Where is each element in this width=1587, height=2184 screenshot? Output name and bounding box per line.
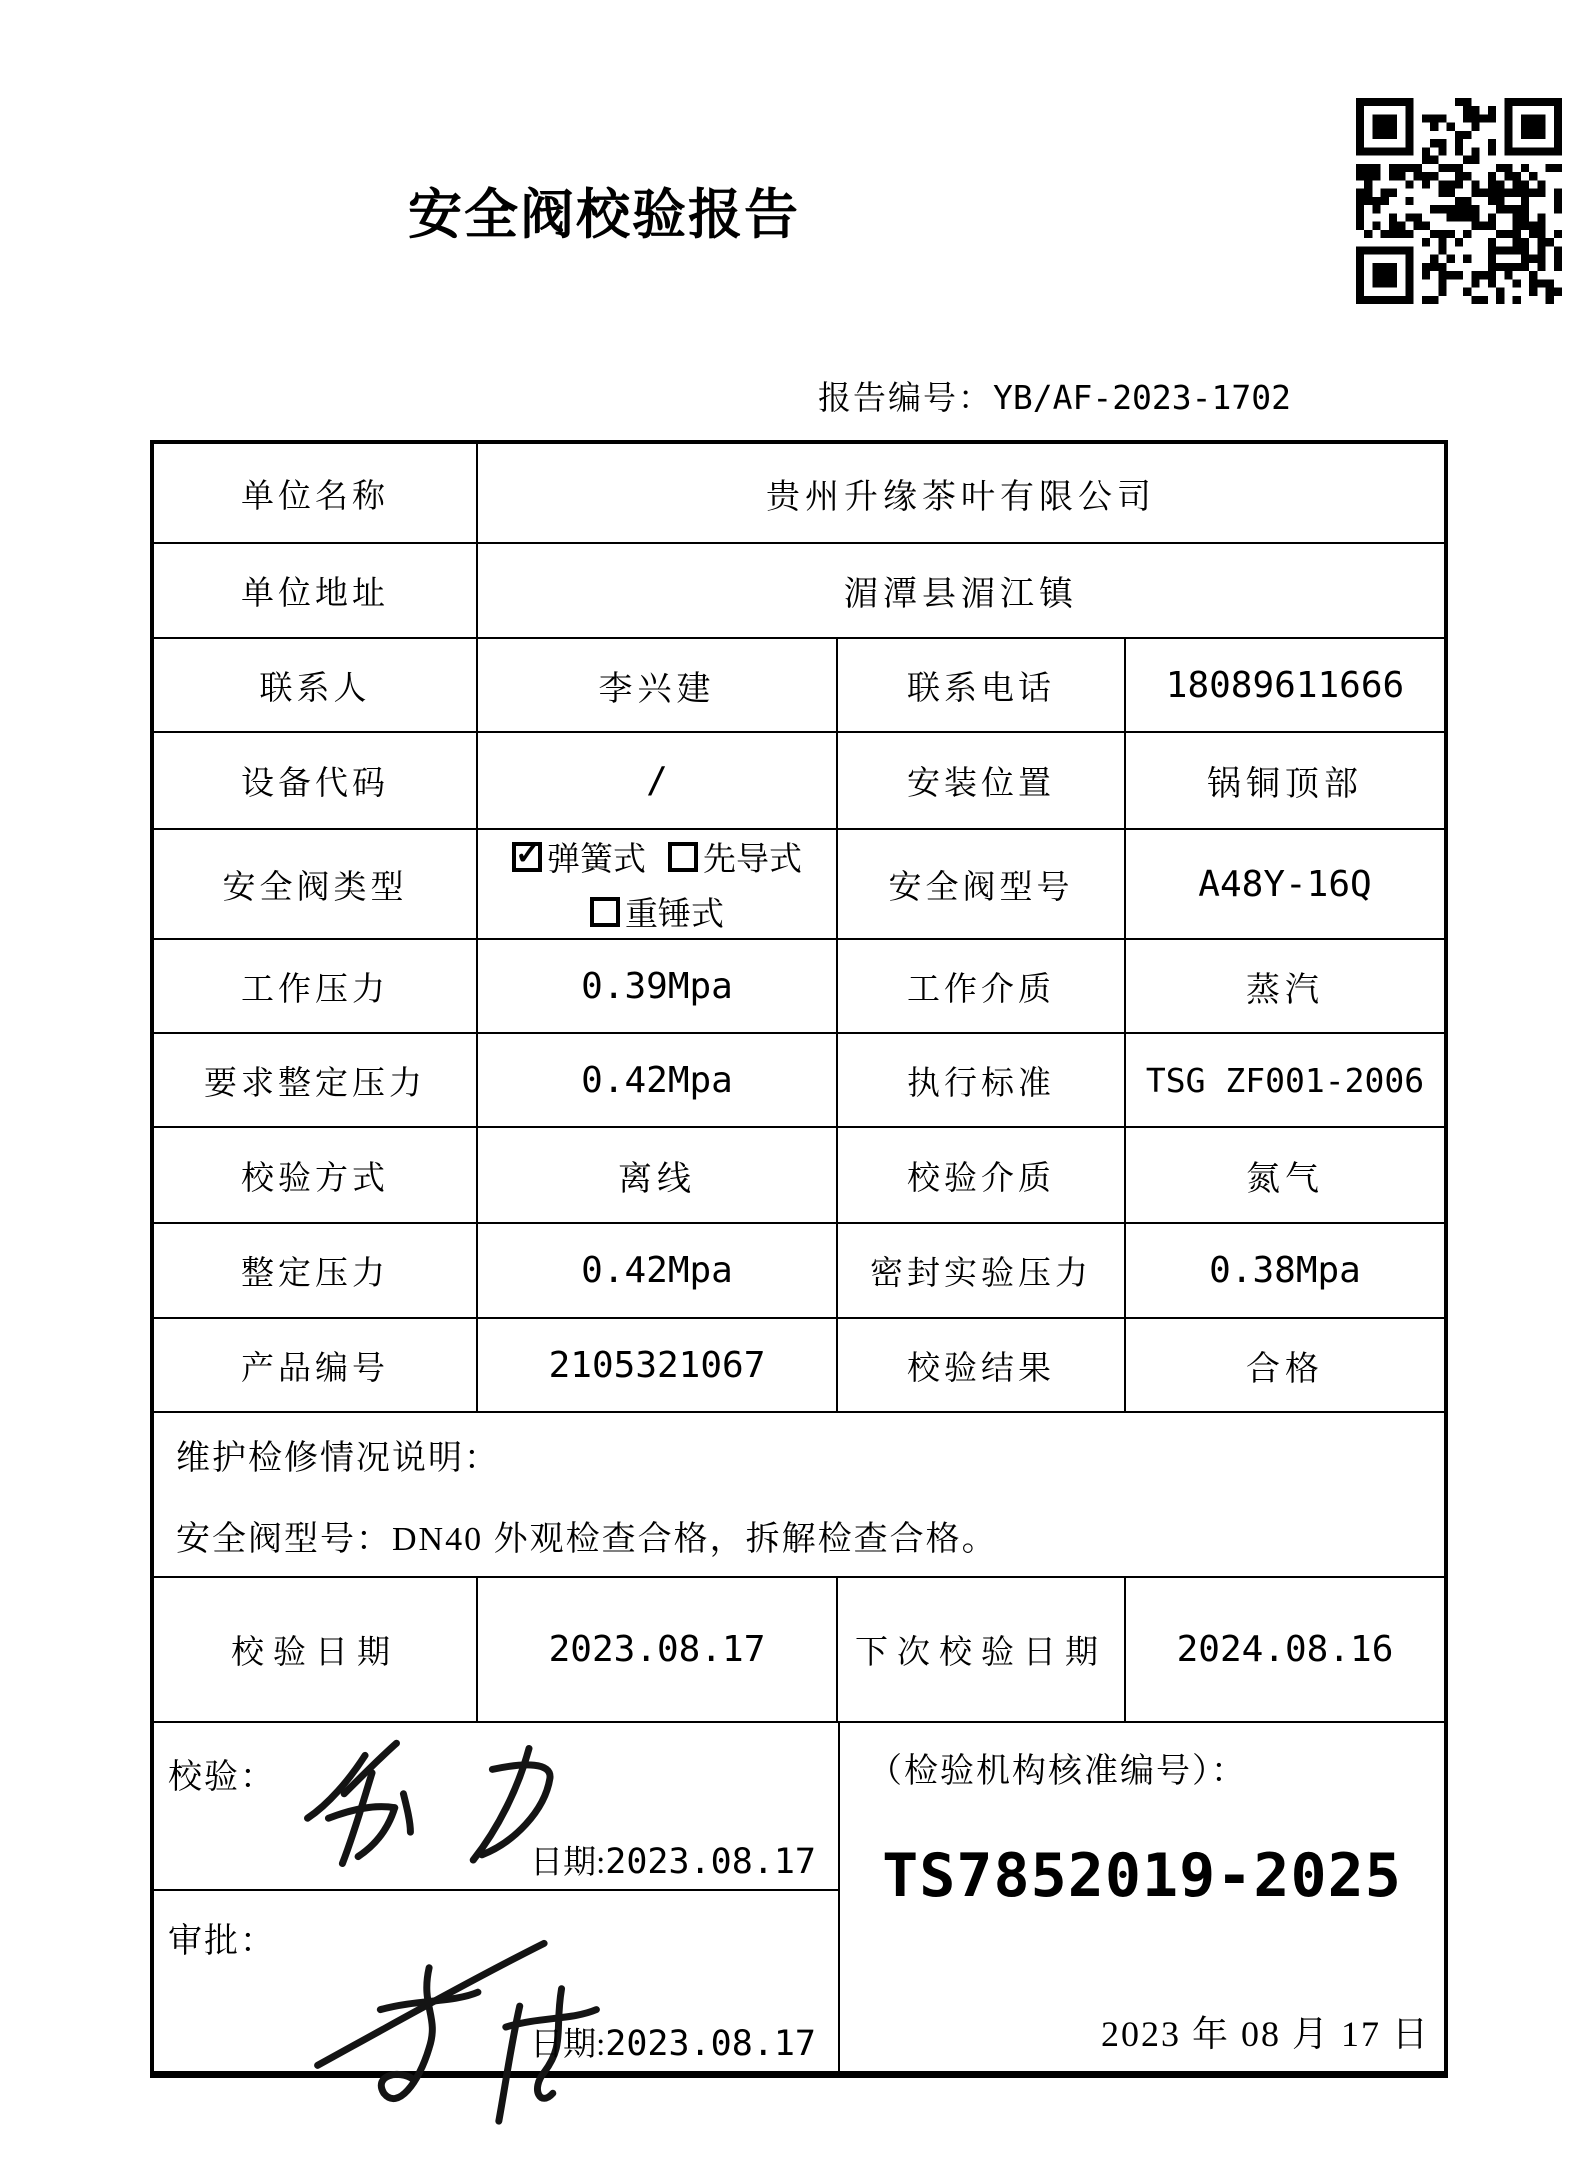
field-label-working-medium: 工作介质: [836, 940, 1124, 1032]
field-value-working-pressure: 0.39Mpa: [476, 940, 836, 1032]
date-label: 日期:: [530, 2027, 606, 2063]
report-table: [150, 440, 1448, 2078]
field-label-contact: 联系人: [259, 670, 371, 707]
date-value: 2023.08.17: [605, 1842, 816, 1882]
field-value-required-set-pressure: 0.42Mpa: [476, 1034, 836, 1126]
field-label-standard: 执行标准: [836, 1034, 1124, 1126]
valve-type-line2: [590, 888, 724, 935]
field-value-calibration-medium: 氮气: [1124, 1128, 1444, 1222]
field-value-result: 合格: [1124, 1319, 1444, 1411]
field-label-unit-name: 单位名称: [241, 478, 389, 515]
table-row: [154, 1126, 1444, 1222]
date-label: 日期:: [530, 1845, 606, 1881]
field-value-contact: 李兴建: [476, 639, 836, 731]
calibrator-label: 校验：: [168, 1759, 276, 1796]
field-label-product-no: 产品编号: [241, 1350, 389, 1387]
inspection-org-cell: [838, 1723, 1444, 2071]
valve-type-option-pilot: [668, 833, 802, 880]
field-label-unit-address: 单位地址: [241, 576, 389, 612]
field-value-phone: 18089611666: [1124, 639, 1444, 731]
approver-date: [530, 2018, 816, 2065]
table-row: [154, 828, 1444, 938]
table-row: [154, 1222, 1444, 1317]
field-value-unit-name: 贵州升缘茶叶有限公司: [476, 444, 1444, 542]
valve-type-option-label: 弹簧式: [547, 842, 646, 878]
report-number-label: 报告编号：: [817, 381, 993, 417]
field-value-install-position: 锅铜顶部: [1124, 733, 1444, 828]
field-value-set-pressure: 0.42Mpa: [476, 1224, 836, 1317]
field-value-working-medium: 蒸汽: [1124, 940, 1444, 1032]
field-value-product-no: 2105321067: [476, 1319, 836, 1411]
field-label-result: 校验结果: [836, 1319, 1124, 1411]
table-row: [154, 1317, 1444, 1411]
valve-type-line1: [512, 833, 802, 880]
qr-code: [1356, 98, 1562, 304]
table-row: [154, 637, 1444, 731]
approver-label: 审批：: [168, 1923, 276, 1960]
signature-section: [154, 1721, 1444, 2071]
issue-date: 2023 年 08 月 17 日: [1100, 2014, 1430, 2054]
field-label-device-code: 设备代码: [241, 766, 389, 802]
calibrator-date: [530, 1836, 816, 1883]
field-label-seal-test-pressure: 密封实验压力: [836, 1224, 1124, 1317]
maintenance-note-row: [154, 1411, 1444, 1576]
valve-type-option-spring: [512, 833, 646, 880]
field-label-working-pressure: 工作压力: [241, 971, 389, 1008]
field-label-set-pressure: 整定压力: [241, 1256, 389, 1292]
field-value-valve-type: [476, 830, 836, 938]
table-row: [154, 444, 1444, 542]
field-label-required-set-pressure: 要求整定压力: [204, 1065, 426, 1102]
maintenance-note-heading: 维护检修情况说明：: [176, 1440, 500, 1477]
field-label-valve-type: 安全阀类型: [222, 869, 408, 906]
field-label-next-calibration-date: 下次校验日期: [836, 1578, 1124, 1721]
field-label-phone: 联系电话: [836, 639, 1124, 731]
table-row: [154, 542, 1444, 637]
org-code-value: TS7852019-2025: [882, 1841, 1402, 1911]
checkbox-empty-icon: [668, 842, 698, 872]
valve-type-option-label: 先导式: [703, 842, 802, 878]
table-row: [154, 938, 1444, 1032]
field-label-calibration-medium: 校验介质: [836, 1128, 1124, 1222]
report-number: [818, 372, 1291, 419]
field-value-standard: TSG ZF001-2006: [1124, 1034, 1444, 1126]
maintenance-note: [154, 1413, 1444, 1576]
signature-left-column: [154, 1723, 838, 2071]
field-value-next-calibration-date: 2024.08.16: [1124, 1578, 1444, 1721]
field-value-calibration-date: 2023.08.17: [476, 1578, 836, 1721]
table-row: [154, 1576, 1444, 1721]
field-label-calibration-date: 校验日期: [231, 1635, 399, 1671]
table-row: [154, 731, 1444, 828]
checkbox-checked-icon: [512, 836, 542, 872]
table-row: [154, 1032, 1444, 1126]
page-title: 安全阀校验报告: [408, 185, 800, 245]
calibrator-sign-cell: [154, 1723, 838, 1889]
field-value-calibration-method: 离线: [476, 1128, 836, 1222]
checkbox-empty-icon: [590, 897, 620, 927]
field-value-unit-address: 湄潭县湄江镇: [476, 544, 1444, 637]
field-value-valve-model: A48Y-16Q: [1124, 830, 1444, 938]
report-number-value: YB/AF-2023-1702: [992, 378, 1291, 417]
valve-type-option-label: 重锤式: [625, 897, 724, 933]
check-mark-icon: ✓: [515, 836, 541, 871]
field-value-seal-test-pressure: 0.38Mpa: [1124, 1224, 1444, 1317]
field-label-valve-model: 安全阀型号: [836, 830, 1124, 938]
valve-type-option-weight: [590, 888, 724, 935]
field-label-install-position: 安装位置: [836, 733, 1124, 828]
field-label-calibration-method: 校验方式: [241, 1160, 389, 1197]
org-code-label: （检验机构核准编号）：: [868, 1753, 1247, 1790]
field-value-device-code: /: [476, 733, 836, 828]
approver-sign-cell: [154, 1889, 838, 2071]
date-value: 2023.08.17: [605, 2024, 816, 2064]
maintenance-note-content: 安全阀型号：DN40 外观检查合格，拆解检查合格。: [176, 1521, 998, 1559]
